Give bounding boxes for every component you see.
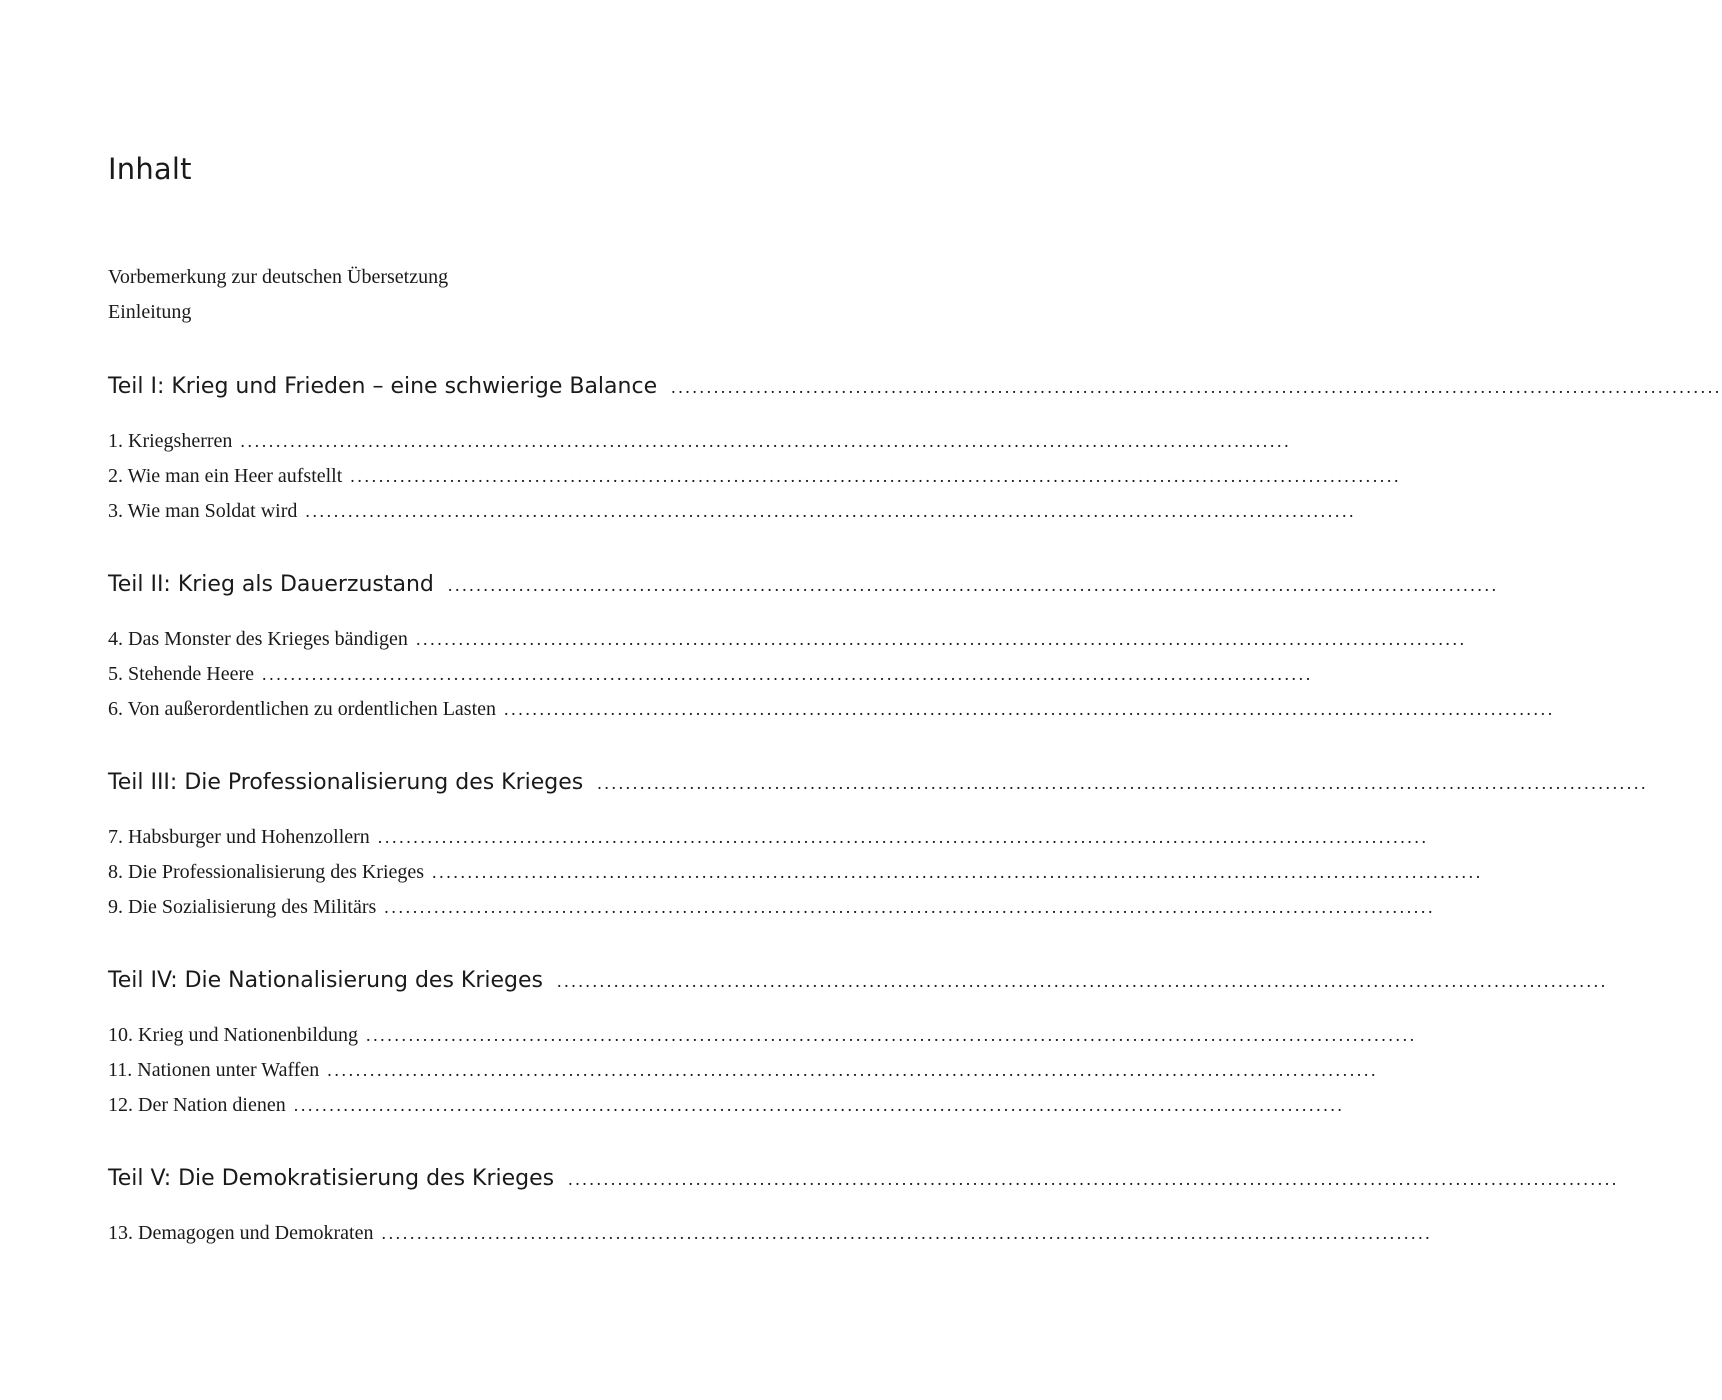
- chapter-title: 11. Nationen unter Waffen: [108, 1059, 320, 1081]
- toc-chapter-11[interactable]: [108, 1059, 1379, 1082]
- toc-part-4[interactable]: [108, 968, 1608, 993]
- dot-leader: ....................................................................................................................................................: [568, 1169, 1619, 1189]
- dot-leader: ....................................................................................................................................................: [293, 1095, 1345, 1115]
- dot-leader: ....................................................................................................................................................: [262, 664, 1313, 684]
- dot-leader: ....................................................................................................................................................: [447, 575, 1499, 595]
- part-title: Teil II: Krieg als Dauerzustand: [108, 572, 434, 597]
- toc-chapter-1[interactable]: [108, 430, 1292, 453]
- toc-chapter-6[interactable]: [108, 698, 1555, 721]
- chapter-title: 4. Das Monster des Krieges bändigen: [108, 628, 408, 650]
- toc-part-5[interactable]: [108, 1166, 1619, 1191]
- dot-leader: ....................................................................................................................................................: [377, 827, 1429, 847]
- dot-leader: ....................................................................................................................................................: [671, 377, 1722, 397]
- page-title: Inhalt: [108, 152, 192, 186]
- dot-leader: ....................................................................................................................................................: [350, 466, 1402, 486]
- toc-chapter-8[interactable]: [108, 861, 1483, 884]
- dot-leader: ....................................................................................................................................................: [597, 773, 1649, 793]
- toc-chapter-4[interactable]: [108, 628, 1467, 651]
- chapter-title: 6. Von außerordentlichen zu ordentlichen Lasten: [108, 698, 497, 720]
- toc-entry-introduction[interactable]: Einleitung: [108, 301, 192, 323]
- chapter-title: 12. Der Nation dienen: [108, 1094, 286, 1116]
- chapter-title: 1. Kriegsherren: [108, 430, 233, 452]
- dot-leader: ....................................................................................................................................................: [415, 629, 1467, 649]
- toc-chapter-10[interactable]: [108, 1024, 1417, 1047]
- toc-chapter-7[interactable]: [108, 826, 1429, 849]
- toc-chapter-12[interactable]: [108, 1094, 1345, 1117]
- chapter-title: 9. Die Sozialisierung des Militärs: [108, 896, 377, 918]
- chapter-title: 7. Habsburger und Hohenzollern: [108, 826, 370, 848]
- part-title: Teil III: Die Professionalisierung des Krieges: [108, 770, 584, 795]
- chapter-title: 13. Demagogen und Demokraten: [108, 1222, 374, 1244]
- chapter-title: 10. Krieg und Nationenbildung: [108, 1024, 358, 1046]
- toc-part-3[interactable]: [108, 770, 1649, 795]
- chapter-title: 2. Wie man ein Heer aufstellt: [108, 465, 343, 487]
- chapter-title: 3. Wie man Soldat wird: [108, 500, 298, 522]
- toc-part-1[interactable]: [108, 374, 1722, 399]
- dot-leader: ....................................................................................................................................................: [305, 501, 1357, 521]
- dot-leader: ....................................................................................................................................................: [504, 699, 1555, 719]
- dot-leader: ....................................................................................................................................................: [365, 1025, 1417, 1045]
- dot-leader: ....................................................................................................................................................: [557, 971, 1608, 991]
- dot-leader: ....................................................................................................................................................: [240, 431, 1292, 451]
- part-title: Teil I: Krieg und Frieden – eine schwierige Balance: [108, 374, 658, 399]
- toc-chapter-13[interactable]: [108, 1222, 1433, 1245]
- toc-entry-preface[interactable]: Vorbemerkung zur deutschen Übersetzung: [108, 266, 449, 288]
- part-title: Teil IV: Die Nationalisierung des Krieges: [108, 968, 544, 993]
- chapter-title: 8. Die Professionalisierung des Krieges: [108, 861, 425, 883]
- part-title: Teil V: Die Demokratisierung des Krieges: [108, 1166, 555, 1191]
- toc-chapter-2[interactable]: [108, 465, 1402, 488]
- toc-chapter-3[interactable]: [108, 500, 1357, 523]
- dot-leader: ....................................................................................................................................................: [381, 1223, 1433, 1243]
- toc-chapter-5[interactable]: [108, 663, 1313, 686]
- chapter-title: 5. Stehende Heere: [108, 663, 255, 685]
- dot-leader: ....................................................................................................................................................: [432, 862, 1483, 882]
- toc-chapter-9[interactable]: [108, 896, 1436, 919]
- toc-part-2[interactable]: [108, 572, 1499, 597]
- dot-leader: ....................................................................................................................................................: [384, 897, 1436, 917]
- dot-leader: ....................................................................................................................................................: [327, 1060, 1379, 1080]
